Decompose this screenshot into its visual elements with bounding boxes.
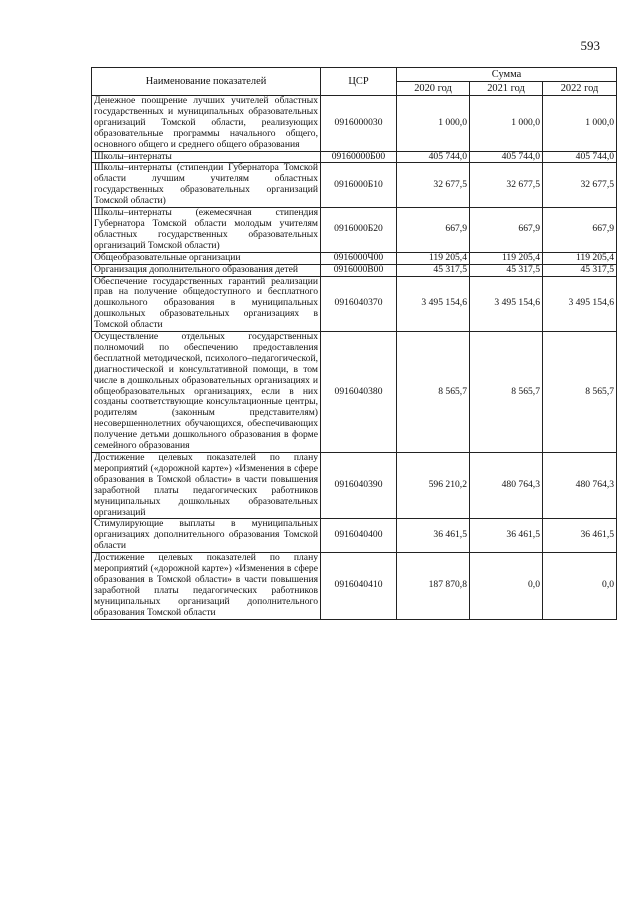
row-value-2022: 119 205,4 (543, 252, 617, 264)
row-code: 0916000Б10 (321, 163, 397, 208)
row-value-2022: 8 565,7 (543, 332, 617, 453)
row-name: Достижение целевых показателей по плану мероприятий («дорожной карте») «Изменения в сфере образования в Томской области» в части повышения заработной платы педагогических работников муниципальных дошкольных образовательных организаций (92, 453, 321, 519)
row-value-2021: 405 744,0 (470, 151, 543, 163)
row-value-2022: 3 495 154,6 (543, 276, 617, 332)
budget-table (91, 67, 617, 620)
row-value-2022: 0,0 (543, 553, 617, 619)
row-value-2022: 480 764,3 (543, 453, 617, 519)
row-value-2020: 45 317,5 (397, 264, 470, 276)
header-name: Наименование показателей (92, 68, 321, 96)
row-value-2021: 480 764,3 (470, 453, 543, 519)
row-value-2020: 32 677,5 (397, 163, 470, 208)
page-number: 593 (580, 38, 600, 53)
row-value-2022: 32 677,5 (543, 163, 617, 208)
row-value-2021: 8 565,7 (470, 332, 543, 453)
row-value-2022: 36 461,5 (543, 519, 617, 553)
row-value-2021: 667,9 (470, 208, 543, 253)
table-row (92, 453, 617, 519)
row-name: Школы–интернаты (стипендии Губернатора Томской области лучшим учителям областных государственных образовательных организаций Томской области) (92, 163, 321, 208)
row-value-2022: 1 000,0 (543, 96, 617, 152)
table-row (92, 264, 617, 276)
row-code: 0916040370 (321, 276, 397, 332)
row-code: 0916000Ч00 (321, 252, 397, 264)
table-row (92, 208, 617, 253)
row-name: Достижение целевых показателей по плану мероприятий («дорожной карте») «Изменения в сфере образования в Томской области» в части повышения заработной платы педагогических работников муниципальных организаций дополнительного образования Томской области (92, 553, 321, 619)
row-name: Организация дополнительного образования детей (92, 264, 321, 276)
row-name: Школы–интернаты (92, 151, 321, 163)
row-code: 0916040410 (321, 553, 397, 619)
row-value-2021: 36 461,5 (470, 519, 543, 553)
header-year-2021: 2021 год (470, 82, 543, 96)
table-row (92, 163, 617, 208)
row-name: Школы–интернаты (ежемесячная стипендия Губернатора Томской области молодым учителям областных государственных образовательных организаций Томской области) (92, 208, 321, 253)
row-code: 0916040390 (321, 453, 397, 519)
header-sum: Сумма (397, 68, 617, 82)
row-value-2020: 667,9 (397, 208, 470, 253)
row-code: 0916040400 (321, 519, 397, 553)
row-value-2020: 405 744,0 (397, 151, 470, 163)
table-row (92, 553, 617, 619)
row-value-2020: 187 870,8 (397, 553, 470, 619)
row-code: 0916000030 (321, 96, 397, 152)
row-value-2020: 8 565,7 (397, 332, 470, 453)
row-value-2020: 36 461,5 (397, 519, 470, 553)
row-value-2022: 667,9 (543, 208, 617, 253)
row-value-2021: 3 495 154,6 (470, 276, 543, 332)
row-value-2020: 596 210,2 (397, 453, 470, 519)
row-value-2020: 3 495 154,6 (397, 276, 470, 332)
row-value-2021: 1 000,0 (470, 96, 543, 152)
row-code: 0916000В00 (321, 264, 397, 276)
header-year-2022: 2022 год (543, 82, 617, 96)
row-value-2021: 32 677,5 (470, 163, 543, 208)
row-value-2020: 119 205,4 (397, 252, 470, 264)
table-row (92, 252, 617, 264)
row-value-2021: 0,0 (470, 553, 543, 619)
table-row (92, 332, 617, 453)
row-code: 09160000Б00 (321, 151, 397, 163)
row-name: Денежное поощрение лучших учителей областных государственных и муниципальных образовательных организаций Томской области, реализующих образовательные программы начального общего, основного общего и среднего общего образования (92, 96, 321, 152)
table-row (92, 276, 617, 332)
row-name: Обеспечение государственных гарантий реализации прав на получение общедоступного и бесплатного дошкольного образования в муниципальных дошкольных образовательных организациях в Томской области (92, 276, 321, 332)
table-row (92, 96, 617, 152)
row-value-2021: 45 317,5 (470, 264, 543, 276)
row-name: Общеобразовательные организации (92, 252, 321, 264)
table-row (92, 151, 617, 163)
row-code: 0916040380 (321, 332, 397, 453)
row-name: Стимулирующие выплаты в муниципальных организациях дополнительного образования Томской области (92, 519, 321, 553)
row-value-2022: 405 744,0 (543, 151, 617, 163)
row-value-2021: 119 205,4 (470, 252, 543, 264)
row-value-2020: 1 000,0 (397, 96, 470, 152)
row-code: 0916000Б20 (321, 208, 397, 253)
table-row (92, 519, 617, 553)
header-code: ЦСР (321, 68, 397, 96)
row-name: Осуществление отдельных государственных полномочий по обеспечению предоставления бесплатной методической, психолого–педагогической, диагностической и консультативной помощи, в том числе в дошкольных образовательных организациях и общеобразовательных организациях, если в них созданы соответствующие консультационные центры, родителям (законным представителям) несовершеннолетних обучающихся, обеспечивающих получение детьми дошкольного образования в форме семейного образования (92, 332, 321, 453)
row-value-2022: 45 317,5 (543, 264, 617, 276)
header-year-2020: 2020 год (397, 82, 470, 96)
